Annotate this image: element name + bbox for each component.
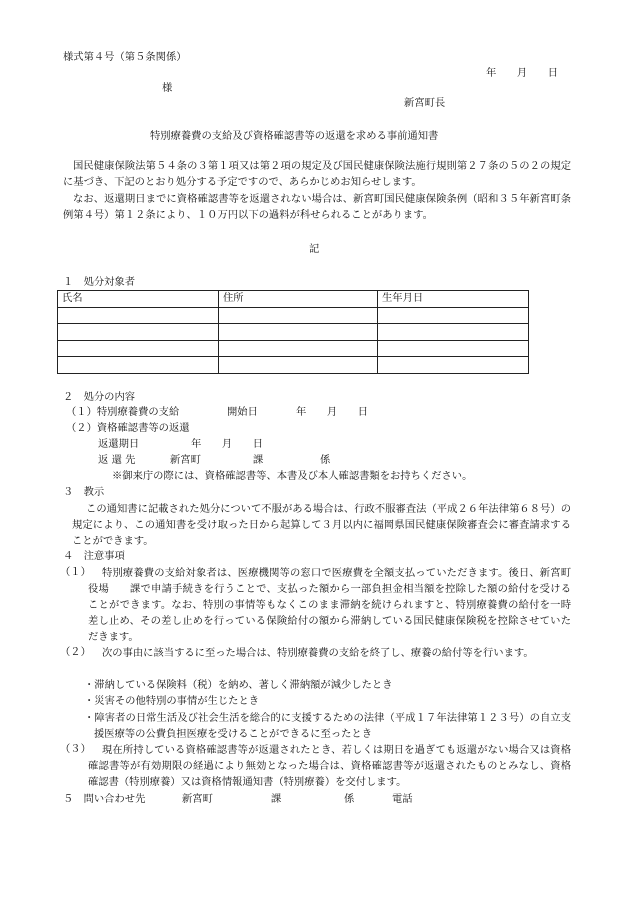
section4-bullet3: ・障害者の日常生活及び社会生活を総合的に支援するための法律（平成１７年法律第１２３号）の自立支援医療等の公費負担医療を受けることができるに至ったとき (84, 712, 571, 740)
section2-item2-label: （２）資格確認書等の返還 (66, 422, 190, 434)
section4-item3-num: （３） (60, 743, 91, 755)
table-header-row (58, 291, 529, 308)
table-row (58, 340, 529, 357)
body-paragraph-1: 国民健康保険法第５４条の３第１項又は第２項の規定及び国民健康保険法施行規則第２７条の５の２の規定に基づき、下記のとおり処分する予定ですので、あらかじめお知らせします。 (63, 160, 571, 188)
section4-item2-text: 次の事由に該当するに至った場合は、特別療養費の支給を終了し、療養の給付等を行います。 (102, 647, 534, 659)
return-dest-ka: 課 (253, 454, 264, 466)
table-cell (219, 324, 378, 341)
document-title: 特別療養費の支給及び資格確認書等の返還を求める事前通知書 (150, 130, 439, 142)
addressee-suffix: 様 (162, 82, 173, 94)
section1-heading: １ 処分対象者 (63, 276, 136, 288)
subject-table (57, 290, 529, 374)
section5-town: 新宮町 (182, 793, 213, 805)
table-header-birthdate: 生年月日 (378, 291, 529, 308)
section2-note: ※御来庁の際には、資格確認書等、本書及び本人確認書類をお持ちください。 (112, 470, 473, 482)
section4-item3-text: 現在所持している資格確認書等が返還されたとき、若しくは期日を過ぎても返還がない場合又は資格確認書等が有効期限の経過により無効となった場合は、資格確認書等が返還されたものとみなし、資格確認書（特別療養）又は資格情報通知書（特別療養）を交付します。 (88, 744, 571, 788)
table-cell (58, 324, 219, 341)
table-cell (378, 307, 529, 324)
section4-bullet1: ・滞納している保険料（税）を納め、著しく滞納額が減少したとき (84, 679, 393, 691)
table-row (58, 324, 529, 341)
return-dest-town: 新宮町 (170, 454, 201, 466)
section4-item1-text: 特別療養費の支給対象者は、医療機関等の窓口で医療費を全額支払っていただきます。後日、新宮町役場 課で申請手続きを行うことで、支払った額から一部負担金相当額を控除した額の給付を受けることができます。なお、特別の事情等もなくこのまま滞納を続けられますと、特別療養費の給付を一時差し止め、その差し止めを行っている保険給付の額から滞納している国民健康保険税を控除させていただきます。 (88, 567, 571, 643)
section5-kakari: 係 (344, 793, 355, 805)
table-cell (378, 357, 529, 374)
section4-heading: ４ 注意事項 (63, 550, 125, 562)
table-cell (58, 307, 219, 324)
table-cell (58, 357, 219, 374)
ki-heading: 記 (309, 243, 320, 255)
section4-bullet2: ・災害その他特別の事情が生じたとき (84, 695, 260, 707)
form-number: 様式第４号（第５条関係） (63, 51, 187, 63)
section2-item1-start: 開始日 (227, 406, 258, 418)
table-header-name: 氏名 (58, 291, 219, 308)
table-header-address: 住所 (219, 291, 378, 308)
section4-item2-num: （２） (60, 646, 91, 658)
table-cell (58, 340, 219, 357)
return-date: 年 月 日 (191, 438, 264, 450)
section5-phone: 電話 (392, 793, 413, 805)
table-row (58, 357, 529, 374)
section4-item1-num: （１） (60, 566, 91, 578)
table-cell (378, 324, 529, 341)
table-cell (219, 307, 378, 324)
table-cell (378, 340, 529, 357)
section3-text: この通知書に記載された処分について不服がある場合は、行政不服審査法（平成２６年法律第６８号）の規定により、この通知書を受け取った日から起算して３月以内に福岡県国民健康保険審査会に審査請求することができます。 (72, 503, 571, 547)
table-cell (219, 357, 378, 374)
section2-item1-label: （１）特別療養費の支給 (66, 406, 180, 418)
table-row (58, 307, 529, 324)
section3-heading: ３ 教示 (63, 486, 105, 498)
return-dest-kakari: 係 (320, 454, 331, 466)
section2-item1-date: 年 月 日 (296, 406, 369, 418)
table-cell (219, 340, 378, 357)
date-line: 年 月 日 (486, 67, 559, 79)
body-paragraph-2: なお、返還期日までに資格確認書等を返還されない場合は、新宮町国民健康保険条例（昭和３５年新宮町条例第４号）第１２条により、１０万円以下の過料が科せられることがあります。 (63, 193, 571, 221)
return-dest-label: 返 還 先 (98, 454, 136, 466)
section5-heading: ５ 問い合わせ先 (63, 793, 146, 805)
return-date-label: 返還期日 (98, 438, 140, 450)
section2-heading: ２ 処分の内容 (63, 391, 136, 403)
section5-ka: 課 (271, 793, 282, 805)
issuer: 新宮町長 (404, 97, 446, 109)
